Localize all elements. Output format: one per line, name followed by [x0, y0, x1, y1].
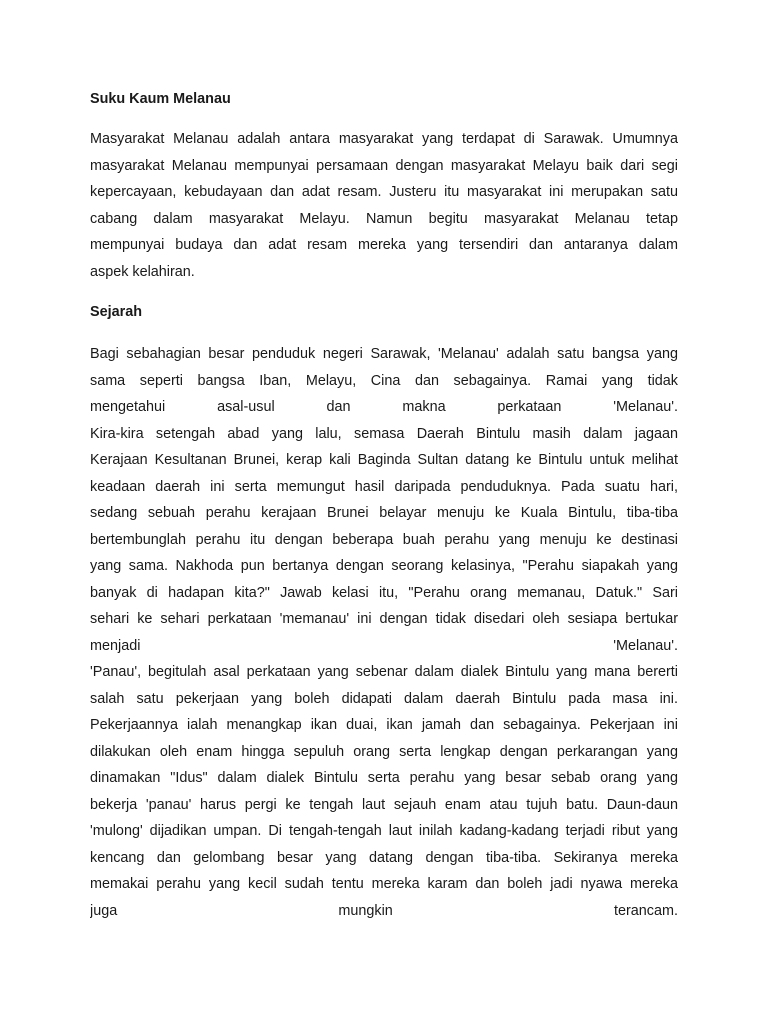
- document-title: Suku Kaum Melanau: [90, 91, 231, 107]
- text-line: bekerja 'panau' harus pergi ke tengah laut sejauh enam atau tujuh batu. Daun-daun: [90, 796, 678, 813]
- text-line: Masyarakat Melanau adalah antara masyarakat yang terdapat di Sarawak. Umumnya: [90, 131, 678, 147]
- text-line: cabang dalam masyarakat Melayu. Namun begitu masyarakat Melanau tetap: [90, 210, 678, 227]
- text-line: mengetahui asal-usul dan makna perkataan 'Melanau'.: [90, 399, 678, 415]
- text-line: salah satu pekerjaan yang boleh didapati dalam daerah Bintulu pada masa ini.: [90, 690, 678, 707]
- text-line: bertembunglah perahu itu dengan beberapa buah perahu yang menuju ke destinasi: [90, 531, 678, 548]
- text-line: juga mungkin terancam.: [90, 902, 678, 919]
- text-line: keadaan daerah ini serta memungut hasil daripada penduduknya. Pada suatu hari,: [90, 478, 678, 495]
- text-line: aspek kelahiran.: [90, 263, 195, 280]
- text-line: kepercayaan, kebudayaan dan adat resam. Justeru itu masyarakat ini merupakan satu: [90, 184, 678, 200]
- document-page: [90, 86, 678, 924]
- text-line: kencang dan gelombang besar yang datang dengan tiba-tiba. Sekiranya mereka: [90, 849, 678, 866]
- text-line: sehari ke sehari perkataan 'memanau' ini dengan tidak disedari oleh sesiapa bertukar: [90, 611, 678, 627]
- history-paragraph: [90, 341, 678, 924]
- text-line: 'Panau', begitulah asal perkataan yang sebenar dalam dialek Bintulu yang mana bererti: [90, 664, 678, 680]
- text-line: 'mulong' dijadikan umpan. Di tengah-tengah laut inilah kadang-kadang terjadi ribut yang: [90, 823, 678, 839]
- text-line: mempunyai budaya dan adat resam mereka yang tersendiri dan antaranya dalam: [90, 237, 678, 253]
- text-line: Bagi sebahagian besar penduduk negeri Sarawak, 'Melanau' adalah satu bangsa yang: [90, 346, 678, 362]
- text-line: yang sama. Nakhoda pun bertanya dengan seorang kelasinya, "Perahu siapakah yang: [90, 558, 678, 574]
- text-line: Pekerjaannya ialah menangkap ikan duai, ikan jamah dan sebagainya. Pekerjaan ini: [90, 717, 678, 733]
- text-line: sedang sebuah perahu kerajaan Brunei belayar menuju ke Kuala Bintulu, tiba-tiba: [90, 505, 678, 521]
- text-line: banyak di hadapan kita?" Jawab kelasi itu, "Perahu orang memanau, Datuk." Sari: [90, 584, 678, 601]
- text-line: dilakukan oleh enam hingga sepuluh orang serta lengkap dengan perkarangan yang: [90, 743, 678, 760]
- text-line: sama seperti bangsa Iban, Melayu, Cina dan sebagainya. Ramai yang tidak: [90, 372, 678, 389]
- text-line: menjadi 'Melanau'.: [90, 637, 678, 654]
- text-line: Kira-kira setengah abad yang lalu, semasa Daerah Bintulu masih dalam jagaan: [90, 425, 678, 442]
- text-line: masyarakat Melanau mempunyai persamaan dengan masyarakat Melayu baik dari segi: [90, 157, 678, 174]
- text-line: memakai perahu yang kecil sudah tentu mereka karam dan boleh jadi nyawa mereka: [90, 876, 678, 892]
- intro-paragraph: [90, 126, 678, 285]
- section-title: Sejarah: [90, 304, 142, 320]
- text-line: dinamakan "Idus" dalam dialek Bintulu serta perahu yang besar sebab orang yang: [90, 770, 678, 786]
- text-line: Kerajaan Kesultanan Brunei, kerap kali Baginda Sultan datang ke Bintulu untuk melihat: [90, 452, 678, 468]
